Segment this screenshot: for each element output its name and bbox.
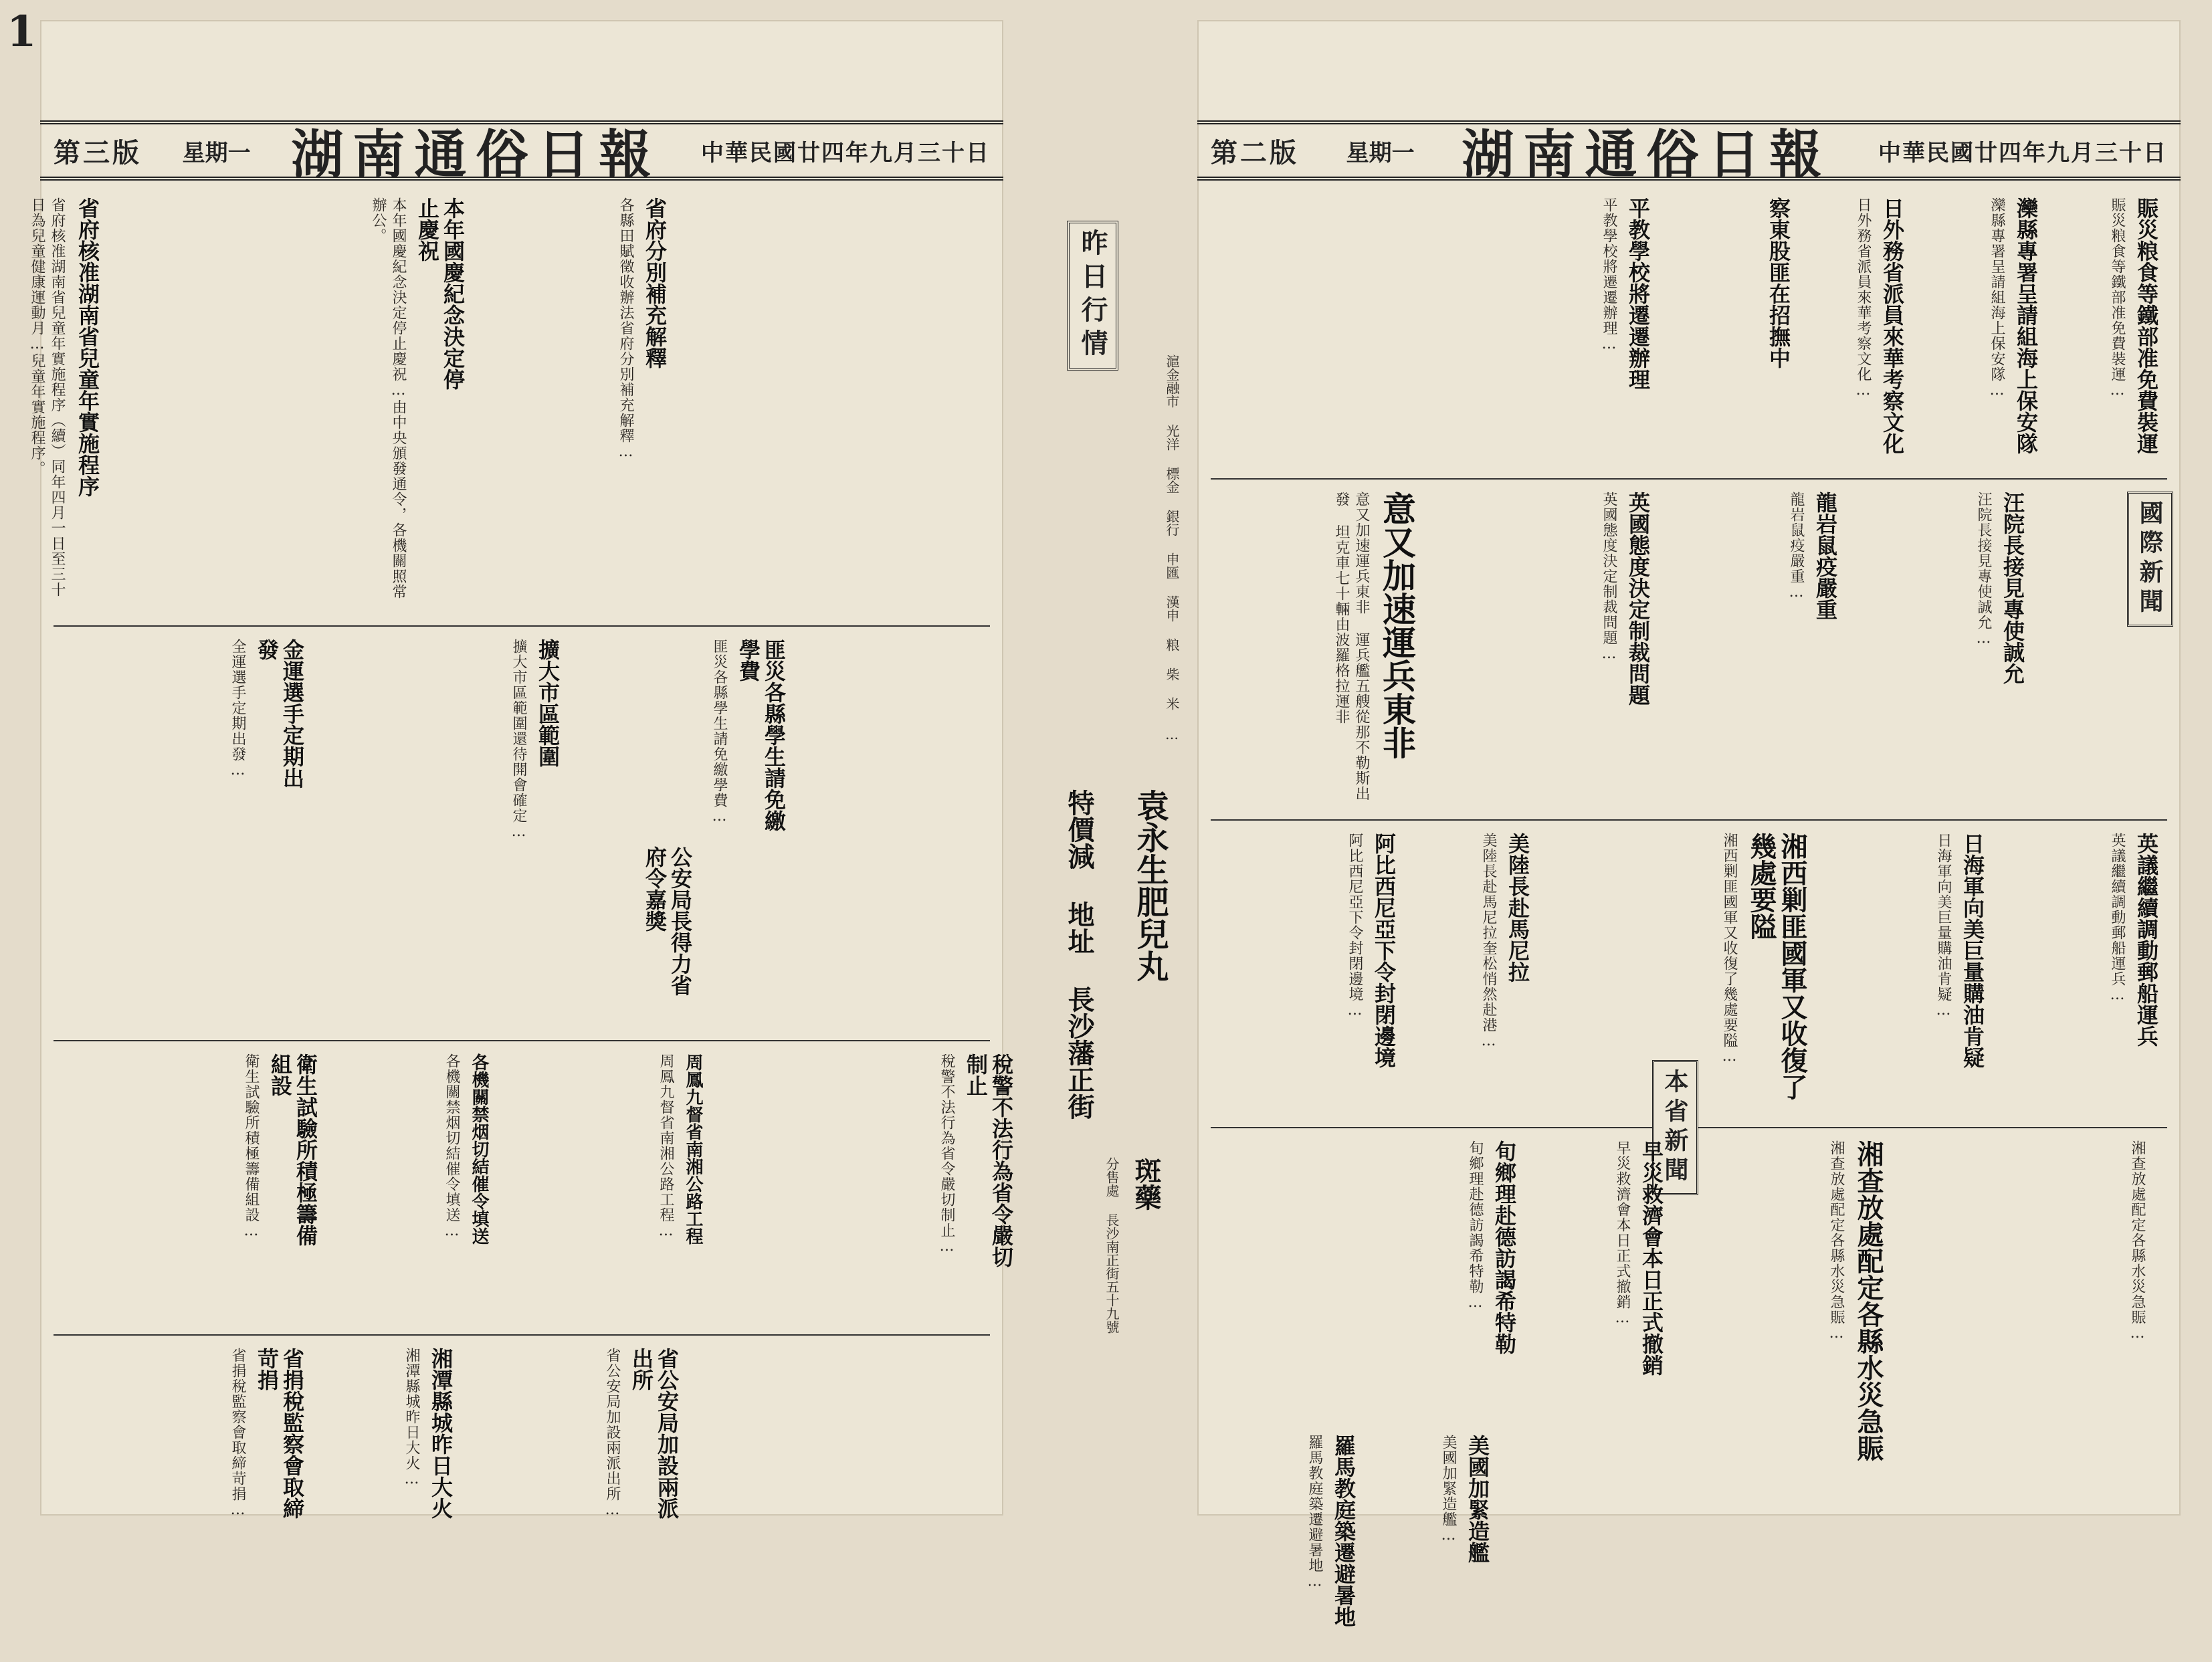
article-text: 美陸長赴馬尼拉奎松悄然赴港… [1480,833,1497,1050]
article-text: 省公安局加設兩派出所… [604,1348,621,1519]
article-text: 平教學校將遷遷辦理… [1601,197,1617,353]
article-text: 本年國慶紀念決定停止慶祝…由中央頒發通令，各機關照常辦公。 [370,197,407,599]
article-text: 英議繼續調動郵船運兵… [2109,833,2126,1004]
article-text: 灤縣專署呈請組海上保安隊… [1989,197,2005,399]
ad-title: 袁永生肥兒丸 [1131,789,1169,982]
article-headline: 湘潭縣城昨日大火 [428,1348,454,1519]
article-headline: 平教學校將遷遷辦理 [1625,197,1651,390]
article-headline: 省捐稅監察會取締苛捐 [254,1348,305,1519]
article-headline: 日海軍向美巨量購油肯疑 [1960,833,1985,1068]
article-headline: 美陸長赴馬尼拉 [1505,833,1530,982]
article-text: 英國態度決定制裁問題… [1601,492,1617,663]
article-text: 衛生試驗所積極籌備組設… [243,1053,260,1240]
article-headline: 英議繼續調動郵船運兵 [2134,833,2159,1047]
article-headline: 羅馬教庭築遷避暑地 [1331,1435,1356,1627]
left-masthead [40,120,1003,185]
article-headline: 早災救濟會本日正式撤銷 [1639,1140,1664,1376]
article-text: 各機關禁烟切結催令填送… [443,1053,460,1240]
article-headline: 湘查放處配定各縣水災急賑 [1853,1140,1884,1461]
right-masthead [1197,120,2181,185]
article-text: 擴大市區範圍還待開會確定… [510,639,527,841]
article-text: 稅警不法行為省令嚴切制止… [938,1053,955,1255]
article-headline: 日外務省派員來華考察文化 [1880,197,1905,454]
ad2-title: 斑藥 [1130,1157,1162,1211]
middle-strip [1007,20,1194,1516]
right-page [1197,20,2181,1627]
left-issue: 星期一 [182,139,251,167]
article-text: 阿比西尼亞下令封閉邊境… [1346,833,1363,1019]
article-headline: 察東股匪在招撫中 [1766,197,1791,369]
article-text: 意又加速運兵東非 運兵艦五艘從那不勒斯出發 坦克車七十輛由波羅格拉運非 [1333,492,1370,801]
right-issue: 星期一 [1346,139,1415,167]
article-text: 周鳳九督省南湘公路工程… [658,1053,674,1240]
article-text: 匪災各縣學生請免繳學費… [711,639,728,825]
left-edition: 第三版 [54,136,142,169]
article-headline: 本年國慶紀念決定停止慶祝 [415,197,466,390]
article-headline: 公安局長得力省府令嘉獎 [642,846,693,996]
right-date: 中華民國廿四年九月三十日 [1878,139,2167,167]
left-body [29,191,1014,1519]
ad2-text: 分售處 長沙南正街五十九號 [1104,1157,1120,1334]
article-text: 日海軍向美巨量購油肯疑… [1935,833,1952,1019]
article-headline: 周鳳九督省南湘公路工程 [683,1053,703,1245]
article-headline: 匪災各縣學生請免繳學費 [736,639,787,831]
market-quotes: 滬金融市 光洋 標金 銀行 申匯 漢申 粮 柴 米 … [1164,354,1180,742]
article-text: 美國加緊造艦… [1440,1435,1457,1544]
article-text: 羅馬教庭築遷避暑地… [1306,1435,1323,1590]
article-headline: 各機關禁烟切結催令填送 [469,1053,489,1245]
article-headline: 省府核准湖南省兒童年實施程序 [75,197,100,497]
article-text: 早災救濟會本日正式撤銷… [1614,1140,1631,1327]
market-section-title: 昨日行情 [1067,221,1118,371]
article-text: 湘西剿匪國軍又收復了幾處要隘… [1721,833,1738,1065]
section-label-province: 本省新聞 [1652,1060,1698,1195]
article-headline: 灤縣專署呈請組海上保安隊 [2013,197,2039,454]
article-headline: 省府分別補充解釋 [642,197,668,369]
right-edition: 第二版 [1211,136,1299,169]
right-newspaper-title: 湖南通俗日報 [1462,124,1831,185]
article-headline: 龍岩鼠疫嚴重 [1813,492,1838,620]
article-text: 各縣田賦徵收辦法省府分別補充解釋… [617,197,634,461]
article-text: 省府核准湖南省兒童年實施程序（續）同年四月一日至三十日為兒童健康運動月…兒童年實施程序。 [29,197,66,597]
article-headline: 旬鄉理赴德訪謁希特勒 [1492,1140,1517,1354]
article-headline: 美國加緊造艦 [1465,1435,1490,1563]
page-number: 1 [7,7,37,57]
left-date: 中華民國廿四年九月三十日 [700,139,990,167]
right-body [1211,191,2167,1627]
article-headline: 稅警不法行為省令嚴切制止 [963,1053,1014,1267]
article-text: 旬鄉理赴德訪謁希特勒… [1467,1140,1484,1312]
left-newspaper-title: 湖南通俗日報 [291,124,661,185]
article-headline: 衛生試驗所積極籌備組設 [268,1053,318,1246]
article-text: 日外務省派員來華考察文化… [1855,197,1872,399]
article-headline: 英國態度決定制裁問題 [1625,492,1651,706]
article-text: 全運選手定期出發… [229,639,246,779]
article-headline: 擴大市區範圍 [535,639,561,767]
article-text: 湘查放處配定各縣水災急賑… [1828,1140,1845,1342]
article-headline: 汪院長接見專使誠允 [2000,492,2025,684]
article-text: 賑災粮食等鐵部准免費裝運… [2109,197,2126,399]
article-headline: 湘西剿匪國軍又收復了幾處要隘 [1746,833,1808,1100]
article-text: 湘查放處配定各縣水災急賑… [2129,1140,2146,1342]
article-text: 湘潭縣城昨日大火… [403,1348,420,1488]
article-headline: 金運選手定期出發 [254,639,305,789]
article-text: 汪院長接見專使誠允… [1975,492,1992,647]
ad-text: 特價減 地址 長沙藩正街 [1064,789,1095,1120]
section-label-international: 國際新聞 [2127,492,2173,627]
article-text: 省捐稅監察會取締苛捐… [229,1348,246,1519]
article-text: 龍岩鼠疫嚴重… [1788,492,1805,601]
article-headline: 意又加速運兵東非 [1377,492,1417,759]
article-headline: 阿比西尼亞下令封閉邊境 [1371,833,1397,1068]
left-page [29,20,1014,1519]
article-headline: 賑災粮食等鐵部准免費裝運 [2134,197,2159,454]
article-headline: 省公安局加設兩派出所 [629,1348,680,1519]
